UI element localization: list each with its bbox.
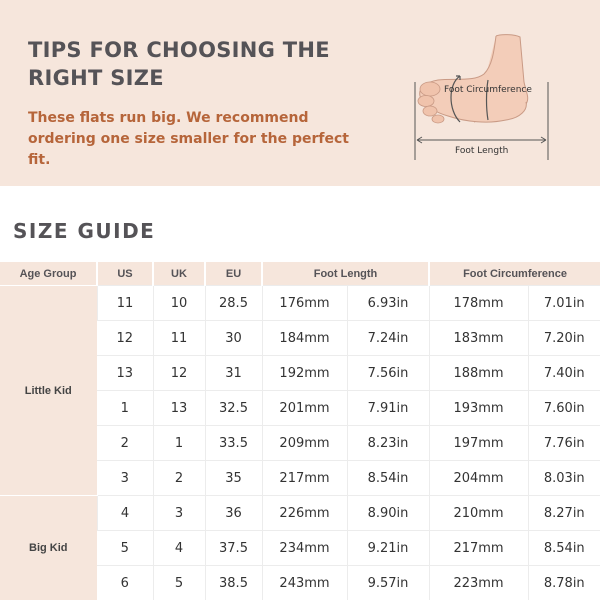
cell-circ-mm: 188mm	[429, 356, 528, 391]
cell-length-in: 7.91in	[347, 391, 429, 426]
foot-length-label: Foot Length	[455, 146, 509, 156]
cell-length-mm: 184mm	[262, 321, 347, 356]
size-guide-title: SIZE GUIDE	[13, 219, 156, 243]
cell-us: 4	[97, 496, 153, 531]
tips-note: These flats run big. We recommend ordering one size smaller for the perfect fit.	[28, 110, 349, 168]
table-row	[0, 496, 600, 531]
cell-circ-mm: 210mm	[429, 496, 528, 531]
cell-length-in: 9.21in	[347, 531, 429, 566]
cell-length-in: 7.56in	[347, 356, 429, 391]
cell-us: 13	[97, 356, 153, 391]
cell-circ-in: 8.27in	[528, 496, 600, 531]
cell-eu: 37.5	[205, 531, 262, 566]
cell-uk: 5	[153, 566, 205, 600]
cell-circ-mm: 223mm	[429, 566, 528, 600]
cell-uk: 10	[153, 286, 205, 321]
table-header-row	[0, 262, 600, 286]
cell-circ-in: 7.76in	[528, 426, 600, 461]
cell-length-mm: 201mm	[262, 391, 347, 426]
cell-length-mm: 192mm	[262, 356, 347, 391]
cell-length-in: 9.57in	[347, 566, 429, 600]
cell-us: 3	[97, 461, 153, 496]
cell-us: 2	[97, 426, 153, 461]
cell-length-mm: 209mm	[262, 426, 347, 461]
size-table	[0, 262, 600, 600]
cell-uk: 11	[153, 321, 205, 356]
cell-uk: 2	[153, 461, 205, 496]
cell-length-mm: 176mm	[262, 286, 347, 321]
cell-length-in: 6.93in	[347, 286, 429, 321]
cell-length-in: 8.90in	[347, 496, 429, 531]
cell-eu: 31	[205, 356, 262, 391]
cell-circ-mm: 204mm	[429, 461, 528, 496]
cell-circ-in: 8.54in	[528, 531, 600, 566]
cell-circ-in: 8.78in	[528, 566, 600, 600]
cell-circ-in: 8.03in	[528, 461, 600, 496]
cell-us: 5	[97, 531, 153, 566]
tips-title: TIPS FOR CHOOSING THE RIGHT SIZE	[28, 38, 330, 90]
cell-length-in: 7.24in	[347, 321, 429, 356]
cell-us: 11	[97, 286, 153, 321]
cell-length-mm: 234mm	[262, 531, 347, 566]
cell-eu: 30	[205, 321, 262, 356]
cell-circ-mm: 193mm	[429, 391, 528, 426]
foot-measurement-illustration	[408, 32, 568, 164]
header-uk: UK	[153, 262, 205, 286]
cell-eu: 38.5	[205, 566, 262, 600]
cell-circ-mm: 183mm	[429, 321, 528, 356]
foot-icon	[408, 32, 568, 164]
header-us: US	[97, 262, 153, 286]
cell-eu: 33.5	[205, 426, 262, 461]
header-eu: EU	[205, 262, 262, 286]
cell-uk: 13	[153, 391, 205, 426]
cell-length-mm: 243mm	[262, 566, 347, 600]
age-group-big-kid: Big Kid	[0, 496, 97, 600]
cell-length-in: 8.54in	[347, 461, 429, 496]
age-group-little-kid: Little Kid	[0, 286, 97, 496]
cell-circ-mm: 217mm	[429, 531, 528, 566]
cell-length-mm: 226mm	[262, 496, 347, 531]
cell-circ-in: 7.40in	[528, 356, 600, 391]
cell-uk: 3	[153, 496, 205, 531]
cell-eu: 36	[205, 496, 262, 531]
cell-us: 1	[97, 391, 153, 426]
cell-circ-mm: 197mm	[429, 426, 528, 461]
table-row	[0, 286, 600, 321]
header-foot-circumference: Foot Circumference	[429, 262, 600, 286]
cell-us: 6	[97, 566, 153, 600]
tips-banner	[0, 0, 600, 186]
cell-eu: 35	[205, 461, 262, 496]
cell-circ-in: 7.01in	[528, 286, 600, 321]
header-foot-length: Foot Length	[262, 262, 429, 286]
cell-us: 12	[97, 321, 153, 356]
cell-uk: 12	[153, 356, 205, 391]
header-age-group: Age Group	[0, 262, 97, 286]
cell-circ-mm: 178mm	[429, 286, 528, 321]
cell-circ-in: 7.20in	[528, 321, 600, 356]
cell-uk: 4	[153, 531, 205, 566]
cell-eu: 28.5	[205, 286, 262, 321]
cell-length-in: 8.23in	[347, 426, 429, 461]
foot-circumference-label: Foot Circumference	[444, 85, 532, 95]
cell-eu: 32.5	[205, 391, 262, 426]
cell-length-mm: 217mm	[262, 461, 347, 496]
cell-circ-in: 7.60in	[528, 391, 600, 426]
cell-uk: 1	[153, 426, 205, 461]
